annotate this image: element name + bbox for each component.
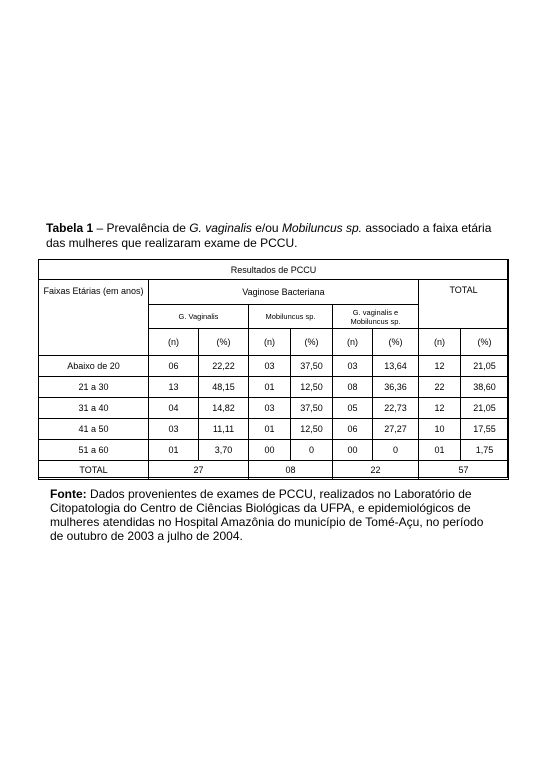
- table-cell: 3,70: [199, 440, 249, 461]
- unit-header: (n): [333, 329, 373, 356]
- table-row: [39, 377, 509, 398]
- group-header-vaginose: Vaginose Bacteriana: [149, 280, 419, 305]
- table-cell: 37,50: [291, 356, 333, 377]
- source-note: [50, 487, 500, 543]
- table-title: Resultados de PCCU: [39, 260, 509, 280]
- unit-header: (%): [461, 329, 509, 356]
- table-cell: 21,05: [461, 398, 509, 419]
- total-row-label: TOTAL: [39, 461, 149, 480]
- table-cell: 13,64: [373, 356, 419, 377]
- data-rows: [39, 356, 509, 461]
- row-header-age-groups: Faixas Etárias (em anos): [39, 280, 149, 356]
- unit-header: (n): [249, 329, 291, 356]
- table-cell: 12,50: [291, 419, 333, 440]
- table-cell: 01: [249, 419, 291, 440]
- table-cell: 04: [149, 398, 199, 419]
- table-cell: 01: [149, 440, 199, 461]
- table-cell: 22: [419, 377, 461, 398]
- table-cell: 38,60: [461, 377, 509, 398]
- table-cell: 01: [419, 440, 461, 461]
- caption-text-1: – Prevalência de: [93, 221, 190, 235]
- table-cell: 03: [333, 356, 373, 377]
- age-group-label: 31 a 40: [39, 398, 149, 419]
- prevalence-table: [38, 259, 509, 480]
- caption-label: Tabela 1: [46, 221, 94, 235]
- age-group-label: 41 a 50: [39, 419, 149, 440]
- table-cell: 27,27: [373, 419, 419, 440]
- sub-header-both: G. vaginalis e Mobiluncus sp.: [333, 305, 419, 329]
- caption-text-3: associado a faixa etária das mulheres que realizaram exame de PCCU.: [46, 221, 492, 250]
- table-cell: 12: [419, 398, 461, 419]
- source-label: Fonte:: [50, 487, 87, 501]
- unit-header: (%): [291, 329, 333, 356]
- table-caption: [46, 221, 506, 251]
- table-cell: 48,15: [199, 377, 249, 398]
- table-cell: 11,11: [199, 419, 249, 440]
- table-row: [39, 440, 509, 461]
- table-cell: 13: [149, 377, 199, 398]
- caption-text-2: e/ou: [251, 221, 282, 235]
- table-cell: 1,75: [461, 440, 509, 461]
- age-group-label: 51 a 60: [39, 440, 149, 461]
- total-cell: 22: [333, 461, 419, 480]
- table-cell: 00: [249, 440, 291, 461]
- table-cell: 12: [419, 356, 461, 377]
- table-row: [39, 419, 509, 440]
- table-cell: 0: [291, 440, 333, 461]
- table-cell: 03: [149, 419, 199, 440]
- table-cell: 06: [333, 419, 373, 440]
- table-cell: 06: [149, 356, 199, 377]
- unit-header: (n): [149, 329, 199, 356]
- table-cell: 37,50: [291, 398, 333, 419]
- unit-header: (%): [373, 329, 419, 356]
- caption-species-2: Mobiluncus sp.: [281, 221, 362, 235]
- total-cell: 57: [419, 461, 509, 480]
- table-cell: 36,36: [373, 377, 419, 398]
- age-group-label: Abaixo de 20: [39, 356, 149, 377]
- table-cell: 05: [333, 398, 373, 419]
- age-group-label: 21 a 30: [39, 377, 149, 398]
- table-cell: 01: [249, 377, 291, 398]
- table-cell: 08: [333, 377, 373, 398]
- total-cell: 27: [149, 461, 249, 480]
- table-cell: 12,50: [291, 377, 333, 398]
- table-cell: 22,73: [373, 398, 419, 419]
- total-row: [39, 461, 509, 480]
- table-cell: 03: [249, 356, 291, 377]
- table-cell: 10: [419, 419, 461, 440]
- unit-header: (n): [419, 329, 461, 356]
- total-cell: 08: [249, 461, 333, 480]
- group-header-total: TOTAL: [419, 280, 509, 329]
- unit-header: (%): [199, 329, 249, 356]
- table-cell: 21,05: [461, 356, 509, 377]
- table-cell: 0: [373, 440, 419, 461]
- table-cell: 03: [249, 398, 291, 419]
- caption-species-1: G. vaginalis: [189, 221, 252, 235]
- table-row: [39, 398, 509, 419]
- sub-header-g-vaginalis: G. Vaginalis: [149, 305, 249, 329]
- table-cell: 17,55: [461, 419, 509, 440]
- table-cell: 00: [333, 440, 373, 461]
- table-cell: 14,82: [199, 398, 249, 419]
- table-cell: 22,22: [199, 356, 249, 377]
- sub-header-mobiluncus: Mobiluncus sp.: [249, 305, 333, 329]
- source-text: Dados provenientes de exames de PCCU, realizados no Laboratório de Citopatologia do Centro de Ciências Biológicas da UFPA, e epidemiológicos de mulheres atendidas no Hospital Amazônia do município de Tomé-Açu, no período de outubro de 2003 a julho de 2004.: [50, 487, 484, 543]
- table-row: [39, 356, 509, 377]
